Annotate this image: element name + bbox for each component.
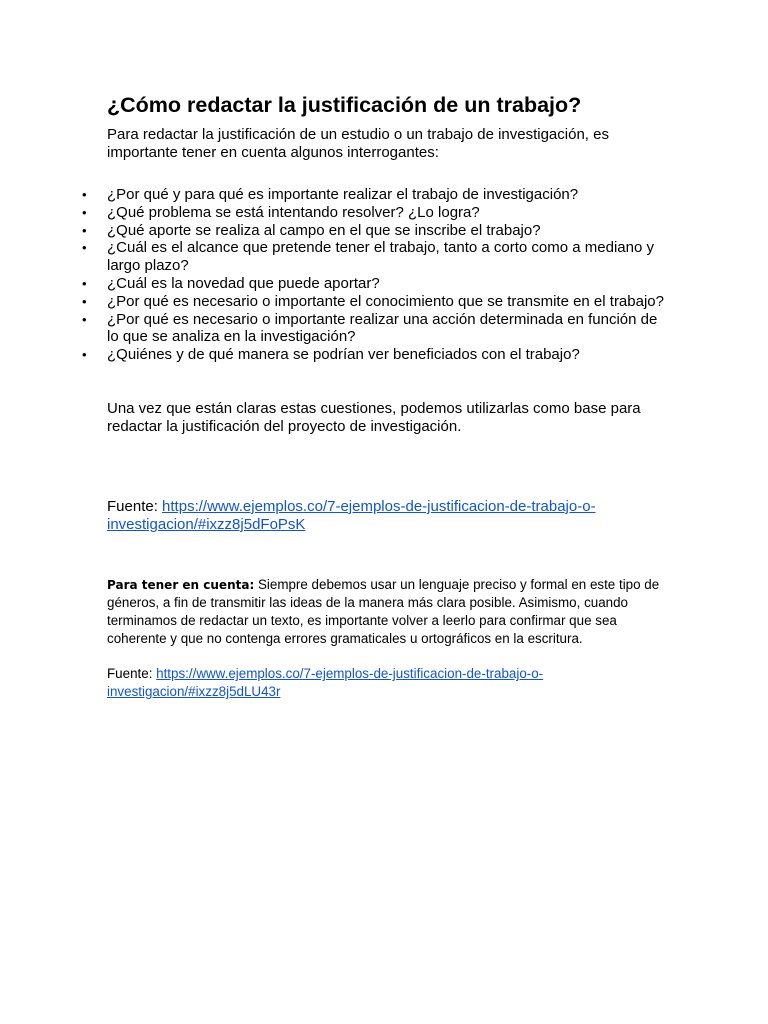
question-text: ¿Por qué es necesario o importante realizar una acción determinada en función de lo que se analiza en la investigación? [107, 310, 658, 346]
note-label: Para tener en cuenta: [107, 578, 255, 592]
note-paragraph [107, 576, 667, 648]
question-text: ¿Cuál es el alcance que pretende tener el trabajo, tanto a corto como a mediano y largo plazo? [107, 239, 654, 275]
bullet-icon: • [82, 275, 87, 291]
list-item [82, 222, 667, 240]
bullet-icon: • [82, 311, 87, 327]
note-text: Siempre debemos usar un lenguaje preciso y formal en este tipo de géneros, a fin de transmitir las ideas de la manera más clara posible. Asimismo, cuando terminamos de redactar un texto, es importante volver a leerlo para confirmar que sea coherente y que no contenga errores gramaticales u ortográficos en la escritura. [107, 577, 660, 646]
list-item [82, 293, 667, 311]
question-text: ¿Quiénes y de qué manera se podrían ver beneficiados con el trabajo? [107, 346, 580, 364]
questions-list [82, 186, 667, 364]
list-item [82, 204, 667, 222]
conclusion-paragraph: Una vez que están claras estas cuestiones, podemos utilizarlas como base para redactar la justificación del proyecto de investigación. [107, 400, 641, 435]
question-text: ¿Cuál es la novedad que puede aportar? [107, 274, 380, 292]
document-title: ¿Cómo redactar la justificación de un trabajo? [107, 93, 582, 117]
list-item [82, 346, 667, 364]
question-text: ¿Por qué es necesario o importante el conocimiento que se transmite en el trabajo? [107, 292, 664, 310]
source-citation-1 [107, 498, 667, 534]
bullet-icon: • [82, 222, 87, 238]
source-link-2[interactable]: https://www.ejemplos.co/7-ejemplos-de-justificacion-de-trabajo-o-investigacion/#ixzz8j5dLU43r [107, 666, 544, 699]
bullet-icon: • [82, 240, 87, 256]
source-citation-2 [107, 665, 667, 701]
bullet-icon: • [82, 347, 87, 363]
list-item [82, 239, 667, 275]
source-link-1[interactable]: https://www.ejemplos.co/7-ejemplos-de-justificacion-de-trabajo-o-investigacion/#ixzz8j5dFoPsK [107, 498, 596, 533]
bullet-icon: • [82, 187, 87, 202]
source-label: Fuente: [107, 498, 163, 515]
list-item [82, 275, 667, 293]
question-text: ¿Qué aporte se realiza al campo en el que se inscribe el trabajo? [107, 221, 541, 239]
list-item [82, 186, 667, 204]
question-text: ¿Por qué y para qué es importante realizar el trabajo de investigación? [107, 186, 579, 203]
intro-paragraph: Para redactar la justificación de un estudio o un trabajo de investigación, es importante tener en cuenta algunos interrogantes: [107, 126, 609, 161]
list-item [82, 311, 667, 347]
question-text: ¿Qué problema se está intentando resolver? ¿Lo logra? [107, 203, 480, 221]
bullet-icon: • [82, 293, 87, 309]
bullet-icon: • [82, 204, 87, 220]
source-label: Fuente: [107, 666, 157, 681]
